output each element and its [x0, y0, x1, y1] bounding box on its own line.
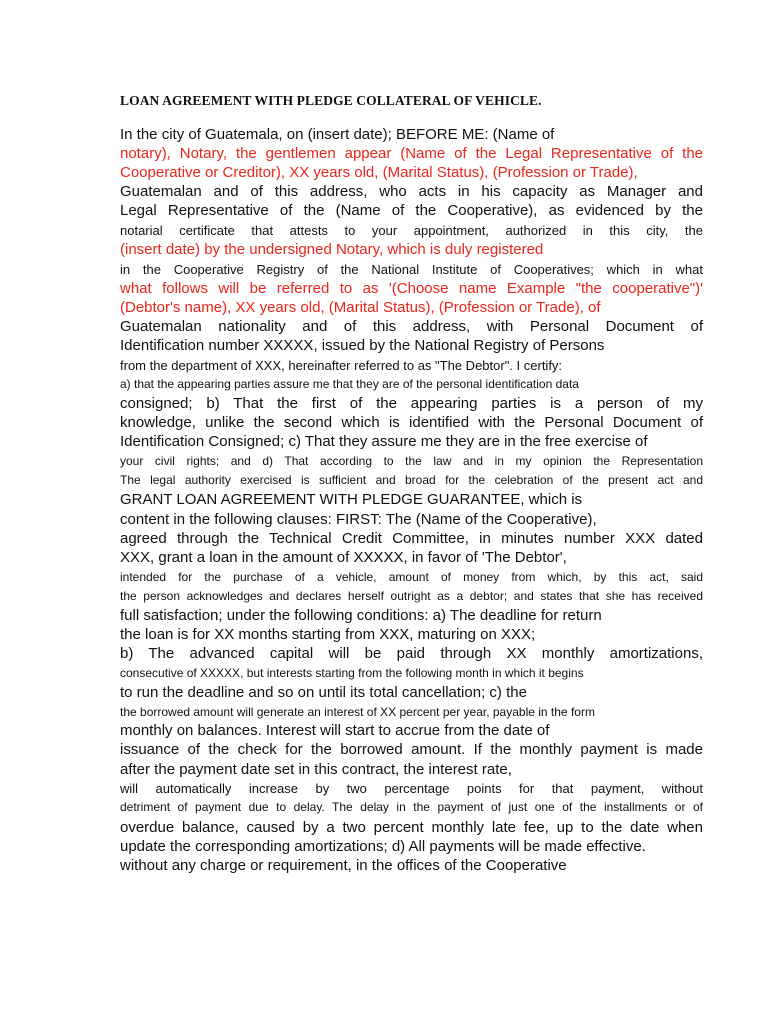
text-line: Legal Representative of the (Name of the Cooperative), as evidenced by the — [120, 202, 703, 219]
text-line: will automatically increase by two percentage points for that payment, without — [120, 781, 703, 796]
text-line-placeholder: notary), Notary, the gentlemen appear (Name of the Legal Representative of the — [120, 145, 703, 162]
text-line: content in the following clauses: FIRST: The (Name of the Cooperative), — [120, 511, 597, 528]
text-line: Guatemalan and of this address, who acts in his capacity as Manager and — [120, 183, 703, 200]
text-line: in the Cooperative Registry of the National Institute of Cooperatives; which in what — [120, 262, 703, 277]
text-line: the person acknowledges and declares herself outright as a debtor; and states that she has received — [120, 589, 703, 603]
text-line: from the department of XXX, hereinafter referred to as "The Debtor". I certify: — [120, 358, 563, 373]
text-line-placeholder: Cooperative or Creditor), XX years old, (Marital Status), (Profession or Trade), — [120, 164, 638, 181]
text-line: update the corresponding amortizations; d) All payments will be made effective. — [120, 838, 646, 855]
text-line: Guatemalan nationality and of this address, with Personal Document of — [120, 318, 703, 335]
text-line: to run the deadline and so on until its total cancellation; c) the — [120, 684, 527, 701]
text-line: a) that the appearing parties assure me that they are of the personal identification data — [120, 377, 579, 391]
text-line: In the city of Guatemala, on (insert date); BEFORE ME: (Name of — [120, 126, 555, 143]
text-line: agreed through the Technical Credit Committee, in minutes number XXX dated — [120, 530, 703, 547]
text-line: after the payment date set in this contract, the interest rate, — [120, 761, 512, 778]
text-line: Identification Consigned; c) That they assure me they are in the free exercise of — [120, 433, 648, 450]
document-title: LOAN AGREEMENT WITH PLEDGE COLLATERAL OF VEHICLE. — [120, 93, 542, 108]
text-line: Identification number XXXXX, issued by the National Registry of Persons — [120, 337, 605, 354]
text-line: issuance of the check for the borrowed amount. If the monthly payment is made — [120, 741, 703, 758]
text-line: detriment of payment due to delay. The delay in the payment of just one of the installments or of — [120, 800, 703, 814]
text-line: The legal authority exercised is sufficient and broad for the celebration of the present act and — [120, 473, 703, 487]
text-line: consecutive of XXXXX, but interests starting from the following month in which it begins — [120, 666, 584, 680]
text-line: overdue balance, caused by a two percent monthly late fee, up to the date when — [120, 819, 703, 836]
text-line: notarial certificate that attests to your appointment, authorized in this city, the — [120, 223, 703, 238]
text-line-placeholder: (Debtor's name), XX years old, (Marital Status), (Profession or Trade), of — [120, 299, 601, 316]
text-line: the borrowed amount will generate an interest of XX percent per year, payable in the form — [120, 705, 595, 719]
text-line: consigned; b) That the first of the appearing parties is a person of my — [120, 395, 703, 412]
text-line: intended for the purchase of a vehicle, amount of money from which, by this act, said — [120, 570, 703, 584]
text-line: full satisfaction; under the following conditions: a) The deadline for return — [120, 607, 602, 624]
text-line: monthly on balances. Interest will start to accrue from the date of — [120, 722, 550, 739]
text-line-placeholder: (insert date) by the undersigned Notary, which is duly registered — [120, 241, 544, 258]
text-line: your civil rights; and d) That according to the law and in my opinion the Representation — [120, 454, 703, 468]
text-line: the loan is for XX months starting from XXX, maturing on XXX; — [120, 626, 536, 643]
text-line-placeholder: what follows will be referred to as '(Choose name Example "the cooperative")' — [120, 280, 703, 297]
text-line: knowledge, unlike the second which is identified with the Personal Document of — [120, 414, 703, 431]
text-line: GRANT LOAN AGREEMENT WITH PLEDGE GUARANTEE, which is — [120, 491, 583, 508]
text-line: b) The advanced capital will be paid through XX monthly amortizations, — [120, 645, 703, 662]
text-line: XXX, grant a loan in the amount of XXXXX, in favor of 'The Debtor', — [120, 549, 567, 566]
text-line: without any charge or requirement, in the offices of the Cooperative — [120, 857, 567, 874]
